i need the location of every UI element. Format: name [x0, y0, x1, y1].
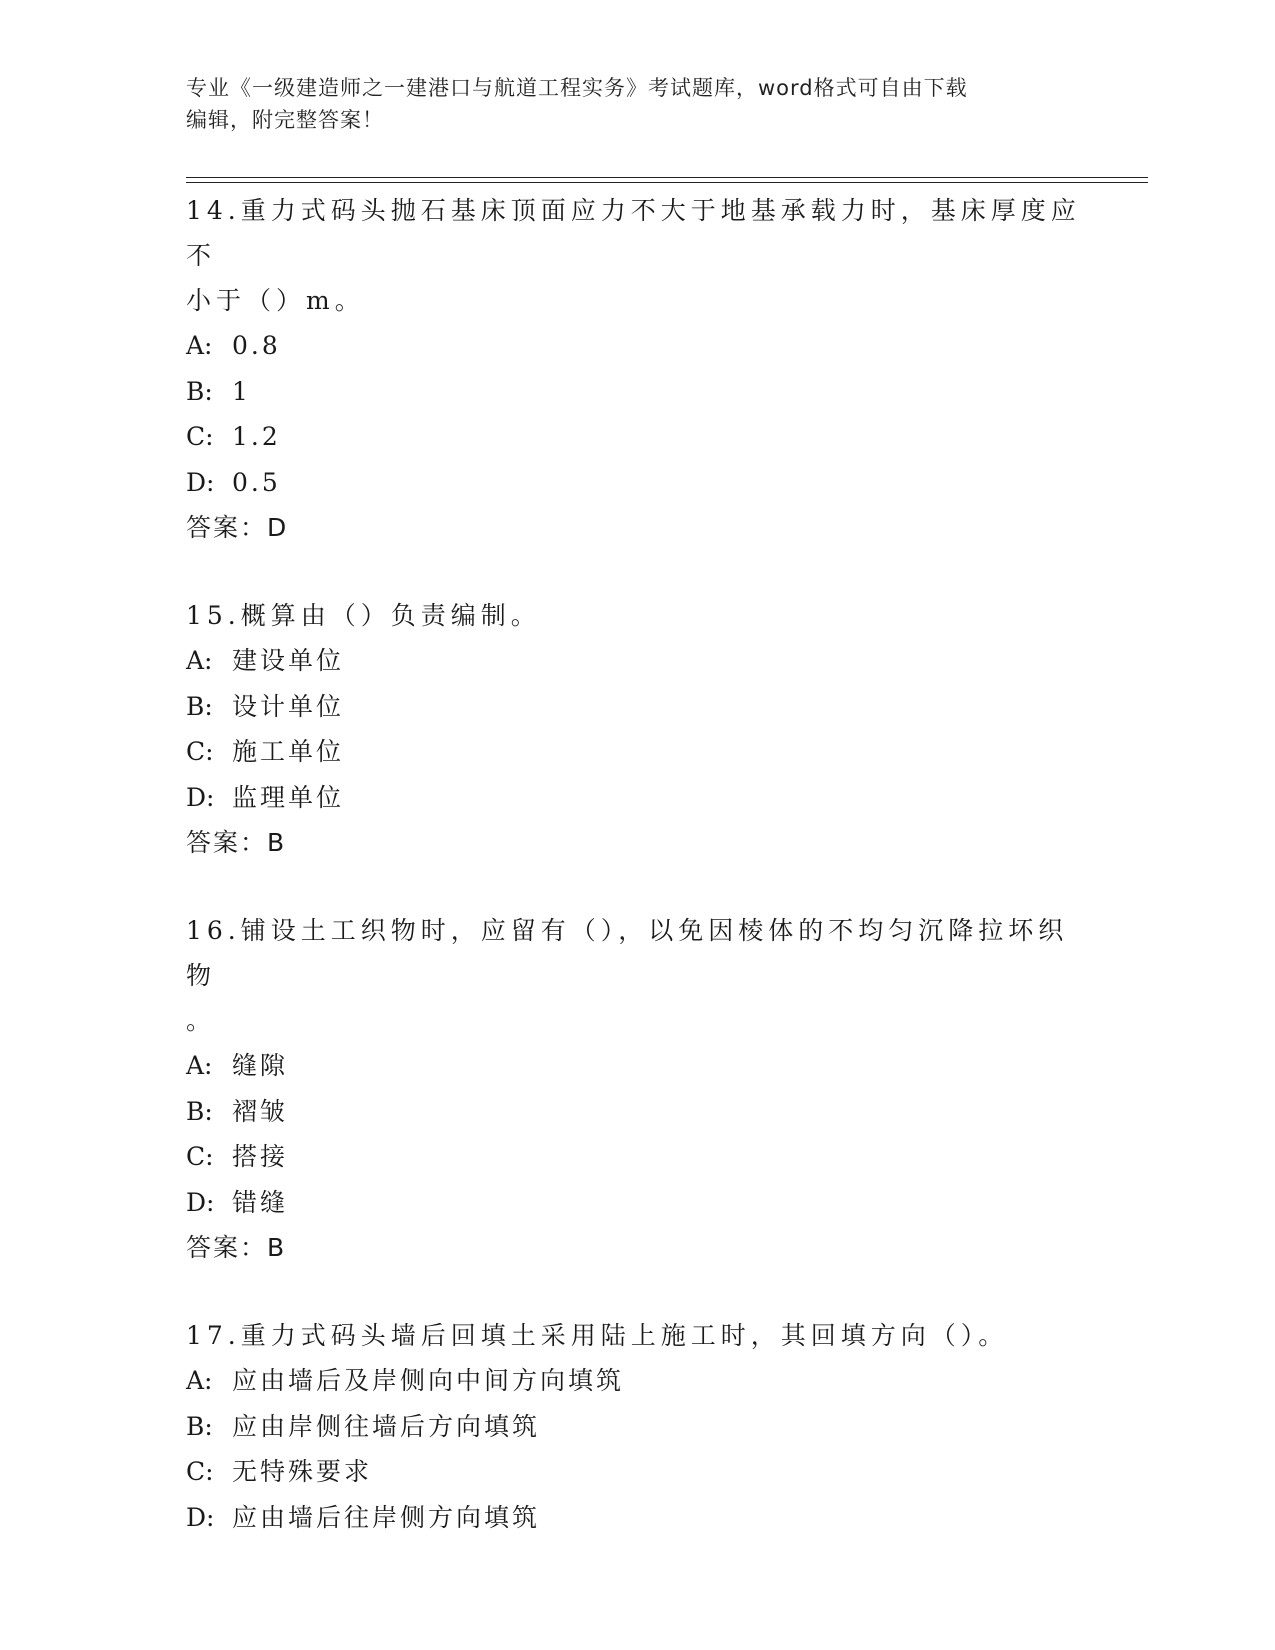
option-text: 缝隙: [232, 1051, 289, 1080]
option-c: [186, 729, 1086, 775]
option-a: [186, 638, 1086, 684]
option-text: 0.5: [232, 467, 281, 497]
option-key: D:: [186, 1502, 215, 1532]
option-d: [186, 460, 1086, 506]
option-key: B:: [186, 1411, 213, 1441]
option-key: C:: [186, 422, 214, 451]
option-key: C:: [186, 1457, 214, 1486]
option-text: 无特殊要求: [232, 1457, 373, 1486]
option-b: [186, 1089, 1086, 1135]
option-key: C:: [186, 1142, 214, 1171]
header-line-1: 专业《一级建造师之一建港口与航道工程实务》考试题库，word格式可自由下载: [186, 76, 968, 100]
option-text: 应由岸侧往墙后方向填筑: [232, 1411, 541, 1441]
option-text: 褶皱: [232, 1096, 289, 1126]
option-text: 搭接: [232, 1142, 289, 1171]
question-stem-continued: 小于（）m。: [186, 286, 365, 315]
question-stem: 15.概算由（）负责编制。: [186, 601, 541, 630]
option-key: D:: [186, 467, 215, 497]
question-15: [186, 593, 1086, 865]
question-17: [186, 1313, 1086, 1540]
option-text: 建设单位: [232, 646, 345, 675]
option-key: B:: [186, 1096, 213, 1126]
option-a: [186, 1358, 1086, 1404]
option-d: [186, 1180, 1086, 1226]
header-line-2: 编辑，附完整答案！: [186, 108, 384, 132]
answer-line: 答案：D: [186, 513, 289, 542]
question-14: [186, 188, 1086, 550]
option-c: [186, 1134, 1086, 1180]
option-b: [186, 1404, 1086, 1450]
option-key: A:: [186, 1366, 213, 1395]
option-c: [186, 414, 1086, 460]
option-a: [186, 1043, 1086, 1089]
option-b: [186, 684, 1086, 730]
option-key: A:: [186, 1051, 213, 1080]
option-a: [186, 323, 1086, 369]
answer-line: 答案：B: [186, 1233, 287, 1262]
option-text: 1: [232, 376, 251, 406]
header-divider-top: [186, 177, 1148, 178]
option-key: B:: [186, 376, 213, 406]
question-stem: 17.重力式码头墙后回填土采用陆上施工时，其回填方向（）。: [186, 1321, 1009, 1350]
option-key: C:: [186, 737, 214, 766]
document-header: [186, 72, 1086, 136]
option-d: [186, 775, 1086, 821]
option-d: [186, 1495, 1086, 1541]
option-text: 应由墙后及岸侧向中间方向填筑: [232, 1366, 625, 1395]
header-divider-bottom: [186, 182, 1148, 183]
option-key: D:: [186, 782, 215, 812]
option-c: [186, 1449, 1086, 1495]
option-text: 施工单位: [232, 737, 345, 766]
question-stem-continued: 。: [186, 1006, 217, 1035]
question-16: [186, 908, 1086, 1270]
option-text: 设计单位: [232, 691, 345, 721]
option-text: 应由墙后往岸侧方向填筑: [232, 1502, 541, 1532]
answer-line: 答案：B: [186, 828, 287, 857]
option-text: 1.2: [232, 422, 281, 451]
option-b: [186, 369, 1086, 415]
option-key: B:: [186, 691, 213, 721]
option-key: A:: [186, 646, 213, 675]
question-list: [186, 188, 1086, 1540]
option-text: 错缝: [232, 1187, 289, 1217]
option-text: 监理单位: [232, 782, 345, 812]
option-key: D:: [186, 1187, 215, 1217]
option-key: A:: [186, 331, 213, 360]
question-stem: 14.重力式码头抛石基床顶面应力不大于地基承载力时，基床厚度应不: [186, 196, 1081, 270]
option-text: 0.8: [232, 331, 281, 360]
question-stem: 16.铺设土工织物时，应留有（），以免因棱体的不均匀沉降拉坏织物: [186, 916, 1069, 990]
